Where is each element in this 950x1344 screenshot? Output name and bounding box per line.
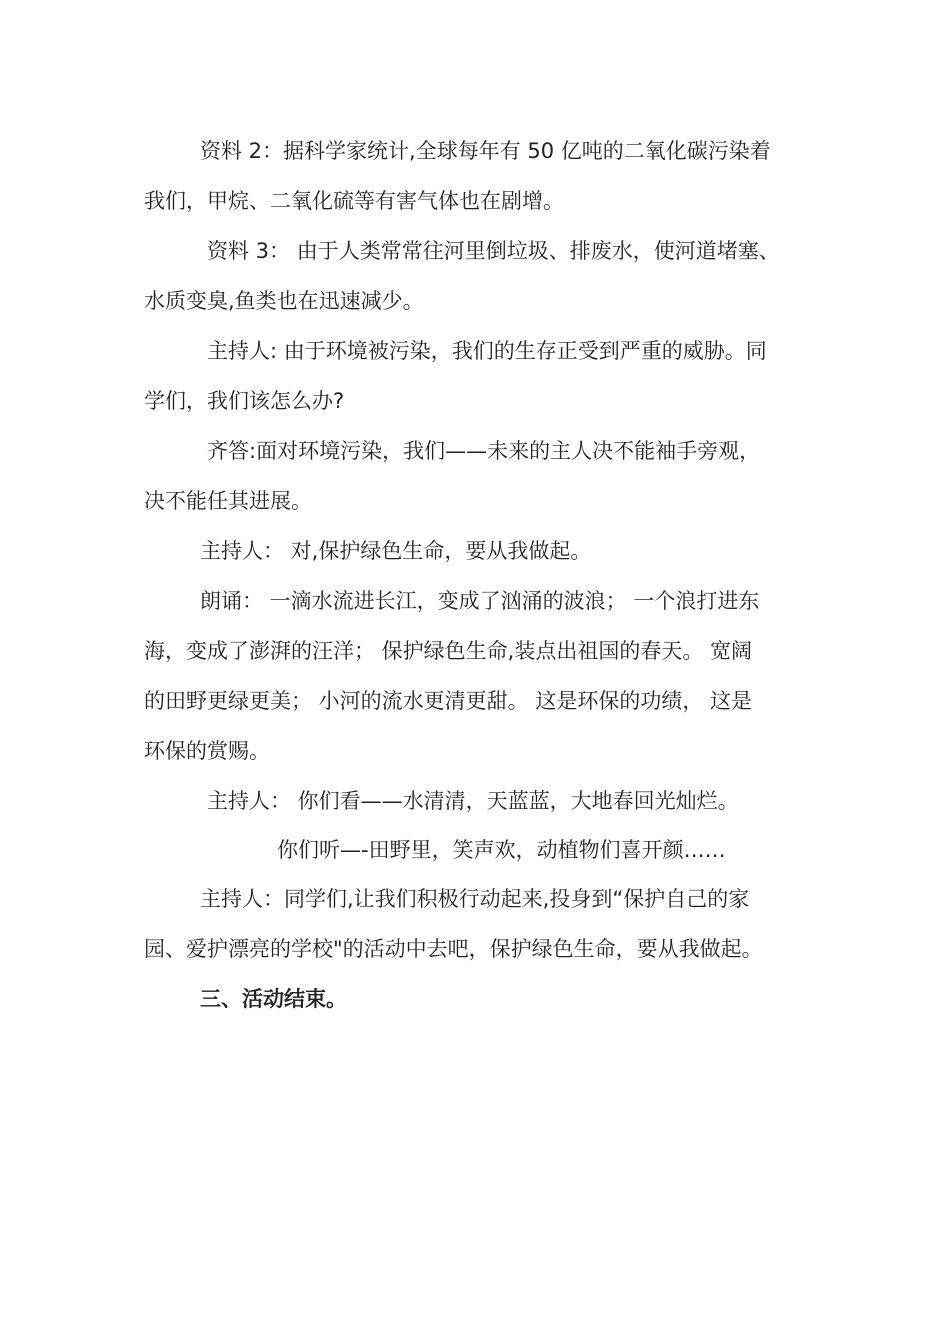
section-heading-activity-end: 三、活动结束。: [200, 987, 347, 1011]
paragraph-host-response: 主持人： 对,保护绿色生命，要从我做起。: [200, 539, 592, 563]
paragraph-host-closing-line-2: 园、爱护漂亮的学校"的活动中去吧，保护绿色生命，要从我做起。: [144, 937, 763, 961]
paragraph-material-2-line-2: 我们，甲烷、二氧化硫等有害气体也在剧增。: [144, 189, 564, 213]
paragraph-material-2-line-1: 资料 2：据科学家统计,全球每年有 50 亿吨的二氧化碳污染着: [200, 139, 771, 163]
paragraph-recitation-line-3: 的田野更绿更美； 小河的流水更清更甜。 这是环保的功绩， 这是: [144, 689, 753, 713]
paragraph-host-listen: 你们听—-田野里，笑声欢，动植物们喜开颜……: [277, 838, 726, 862]
paragraph-chorus-line-2: 决不能任其进展。: [144, 489, 312, 513]
paragraph-material-3-line-1: 资料 3： 由于人类常常往河里倒垃圾、排废水，使河道堵塞、: [207, 239, 780, 263]
paragraph-host-look: 主持人： 你们看——水清清，天蓝蓝，大地春回光灿烂。: [207, 789, 739, 813]
paragraph-material-3-line-2: 水质变臭,鱼类也在迅速减少。: [144, 289, 424, 313]
paragraph-recitation-line-1: 朗诵： 一滴水流进长江，变成了汹涌的波浪； 一个浪打进东: [200, 589, 760, 613]
paragraph-host-question-line-2: 学们，我们该怎么办?: [144, 389, 345, 413]
paragraph-recitation-line-4: 环保的赏赐。: [144, 739, 270, 763]
paragraph-recitation-line-2: 海，变成了澎湃的汪洋； 保护绿色生命,装点出祖国的春天。 宽阔: [144, 639, 753, 663]
paragraph-host-question-line-1: 主持人: 由于环境被污染，我们的生存正受到严重的威胁。同: [207, 339, 767, 363]
paragraph-host-closing-line-1: 主持人：同学们,让我们积极行动起来,投身到“保护自己的家: [200, 887, 750, 911]
paragraph-chorus-line-1: 齐答:面对环境污染，我们——未来的主人决不能袖手旁观，: [207, 439, 761, 463]
